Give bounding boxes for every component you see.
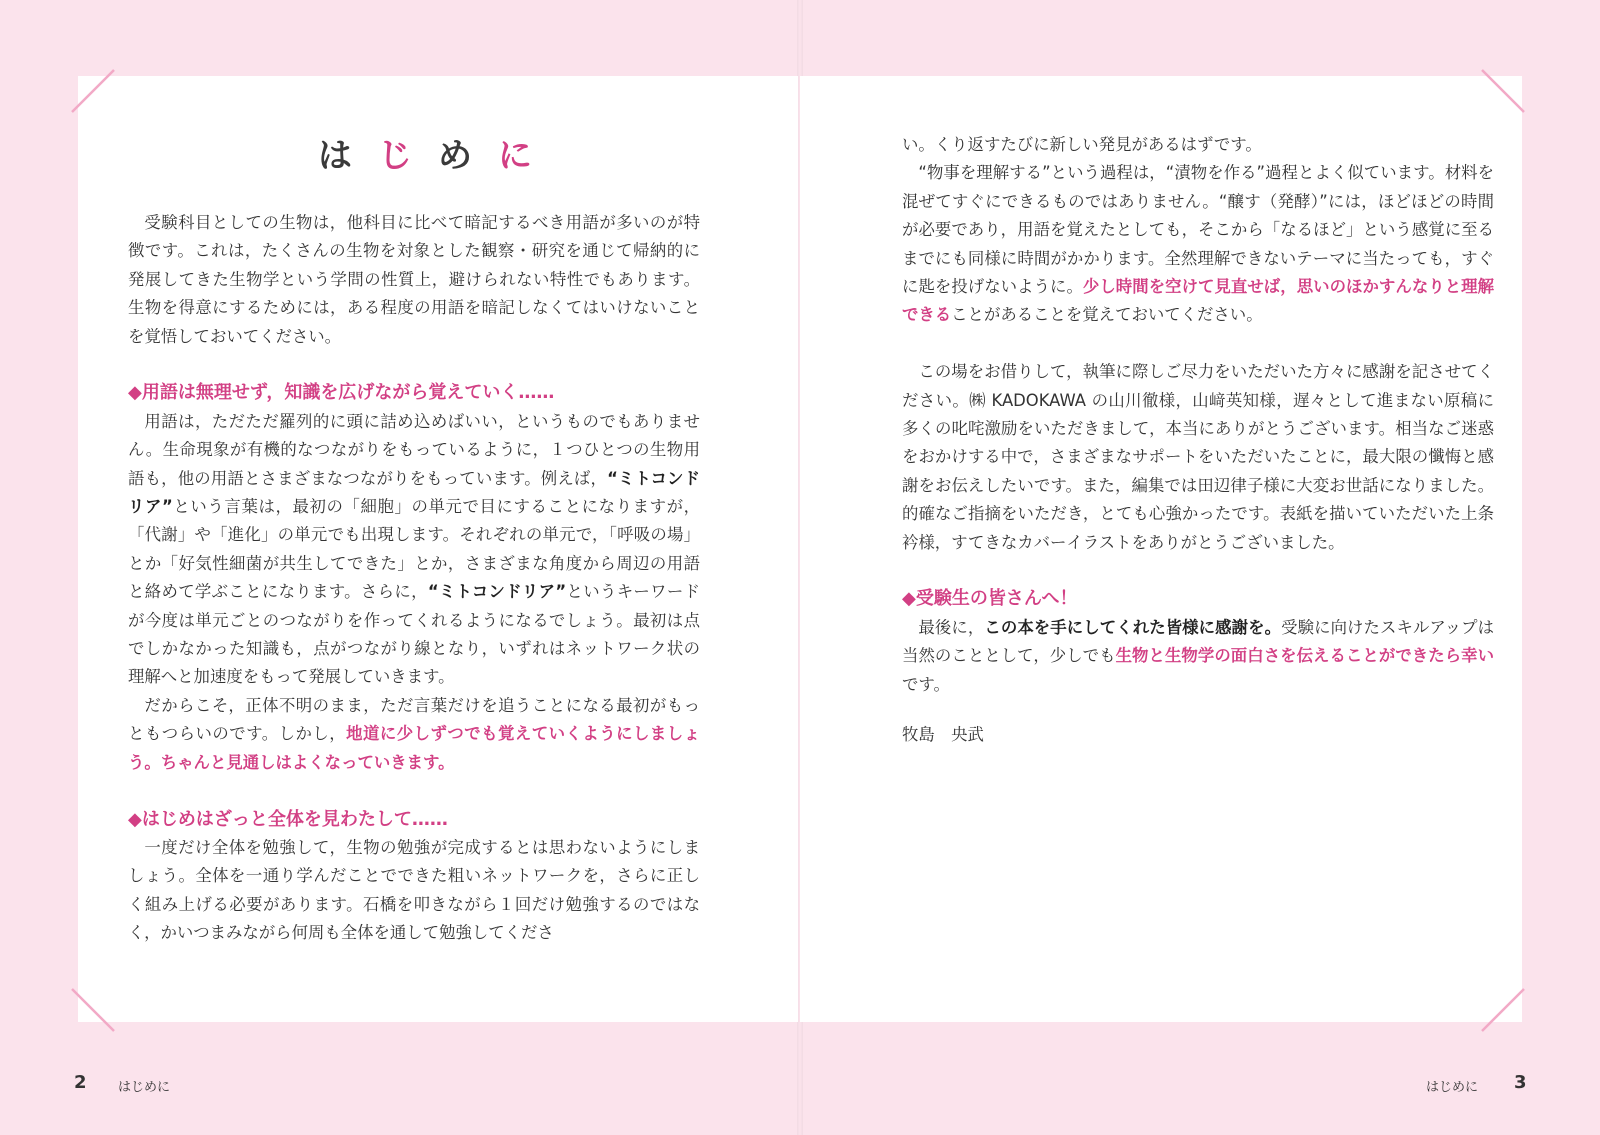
section-heading: ◆用語は無理せず，知識を広げながら覚えていく…… [128, 382, 555, 404]
text-span: 最後に， [918, 617, 985, 637]
body-paragraph [902, 159, 1494, 329]
continued-paragraph: い。くり返すたびに新しい発見があるはずです。 [902, 135, 1262, 154]
text-span: だからこそ，正体不明のまま，ただ言葉だけを追うことになる最初がもっともつらいのです。しかし， [128, 695, 700, 744]
page-number-left: 2 [74, 1072, 87, 1093]
title-char: め [438, 136, 498, 176]
corner-mark-icon [1466, 68, 1526, 128]
text-span: ことがあることを覚えておいてください。 [951, 305, 1263, 325]
corner-mark-icon [1466, 985, 1526, 1045]
text-span: 受験に向けたスキルアップは当然のこととして，少しでも [902, 617, 1495, 666]
author-signature: 牧島 央武 [902, 725, 984, 745]
right-text-column [902, 131, 1494, 750]
highlight-text: ができたら幸い [1378, 646, 1495, 666]
body-paragraph: 一度だけ全体を勉強して，生物の勉強が完成するとは思わないようにしましょう。全体を一通り学んだことでできた粗いネットワークを，さらに正しく組み上げる必要があります。石橋を叩きながら１回だけ勉強するのではなく，かいつまみながら何周も全体を通して勉強してくださ [128, 837, 700, 943]
text-span: です。 [902, 674, 950, 694]
intro-paragraph: 受験科目としての生物は，他科目に比べて暗記するべき用語が多いのが特徴です。これは，たくさんの生物を対象とした観察・研究を通じて帰納的に発展してきた生物学という学問の性質上，避けられない特性でもあります。生物を得意にするためには，ある程度の用語を暗記しなくてはいけないことを覚悟しておいてください。 [128, 213, 700, 346]
page-title [78, 128, 798, 177]
section-heading: ◆受験生の皆さんへ！ [902, 588, 1078, 610]
body-paragraph [902, 614, 1494, 699]
body-paragraph [128, 692, 700, 777]
section-heading: ◆はじめはざっと全体を見わたして…… [128, 808, 448, 830]
running-title-right: はじめに [1426, 1080, 1479, 1095]
highlight-text: 地道に少しずつでも覚えていくようにしましょう。ちゃんと見通しはよくなっていきます。 [128, 724, 701, 772]
page-number-right: 3 [1514, 1072, 1527, 1093]
title-char: は [318, 136, 378, 176]
text-span: というキーワードが今度は単元ごとのつながりを作ってくれるようになるでしょう。最初は点でしかなかった知識も，点がつながり線となり，いずれはネットワーク状の理解へと加速度をもって発展していきます。 [128, 582, 701, 687]
running-title-left: はじめに [118, 1080, 171, 1095]
title-char: に [498, 136, 558, 176]
title-char: じ [378, 136, 438, 176]
text-span: という言葉は，最初の「細胞」の単元で目にすることになりますが，「代謝」や「進化」の単元でも出現します。それぞれの単元で，「呼吸の場」とか「好気性細菌が共生してできた」とか，さまざまな角度から周辺の用語と絡めて学ぶことになります。さらに， [128, 497, 701, 602]
corner-mark-icon [70, 68, 130, 128]
text-span: “物事を理解する”という過程は，“漬物を作る”過程とよく似ています。材料を混ぜてすぐにできるものではありません。“醸す（発酵）”には，ほどほどの時間が必要であり，用語を覚えたとしても，そこから「なるほど」という感覚に至るまでにも同様に時間がかかります。全然理解できないテーマに当たっても，すぐに匙を投げないように。 [902, 163, 1494, 297]
bold-term: “ミトコンドリア” [427, 582, 567, 602]
acknowledgement-paragraph: この場をお借りして，執筆に際しご尽力をいただいた方々に感謝を記させてください。㈱ KADOKAWA の山川徹様，山﨑英知様，遅々として進まない原稿に多くの叱咤激励をいただきまして，本当にありがとうございます。相当なご迷惑をおかけする中で，さまざまなサポートをいただいたことに，最大限の懺悔と感謝をお伝えしたいです。また，編集では田辺律子様に大変お世話になりました。的確なご指摘をいただき，とても心強かったです。表紙を描いていただいた上条衿様，すてきなカバーイラストをありがとうございました。 [902, 362, 1494, 552]
corner-mark-icon [70, 985, 130, 1045]
highlight-text: 生物と生物学の面白さを伝えること [1115, 646, 1379, 666]
highlight-text: 少し時間を空けて見直せば，思いのほかすんなりと理解できる [902, 277, 1494, 325]
text-span: 用語は，ただただ羅列的に頭に詰め込めばいい，というものでもありません。生命現象が有機的なつながりをもっているように，１つひとつの生物用語も，他の用語とさまざまなつながりをもっています。例えば， [128, 411, 700, 488]
bold-term: “ミトコンドリア” [128, 468, 701, 517]
body-paragraph [128, 408, 700, 692]
bold-text: この本を手にしてくれた皆様に感謝を。 [984, 617, 1282, 637]
left-text-column [128, 209, 700, 948]
